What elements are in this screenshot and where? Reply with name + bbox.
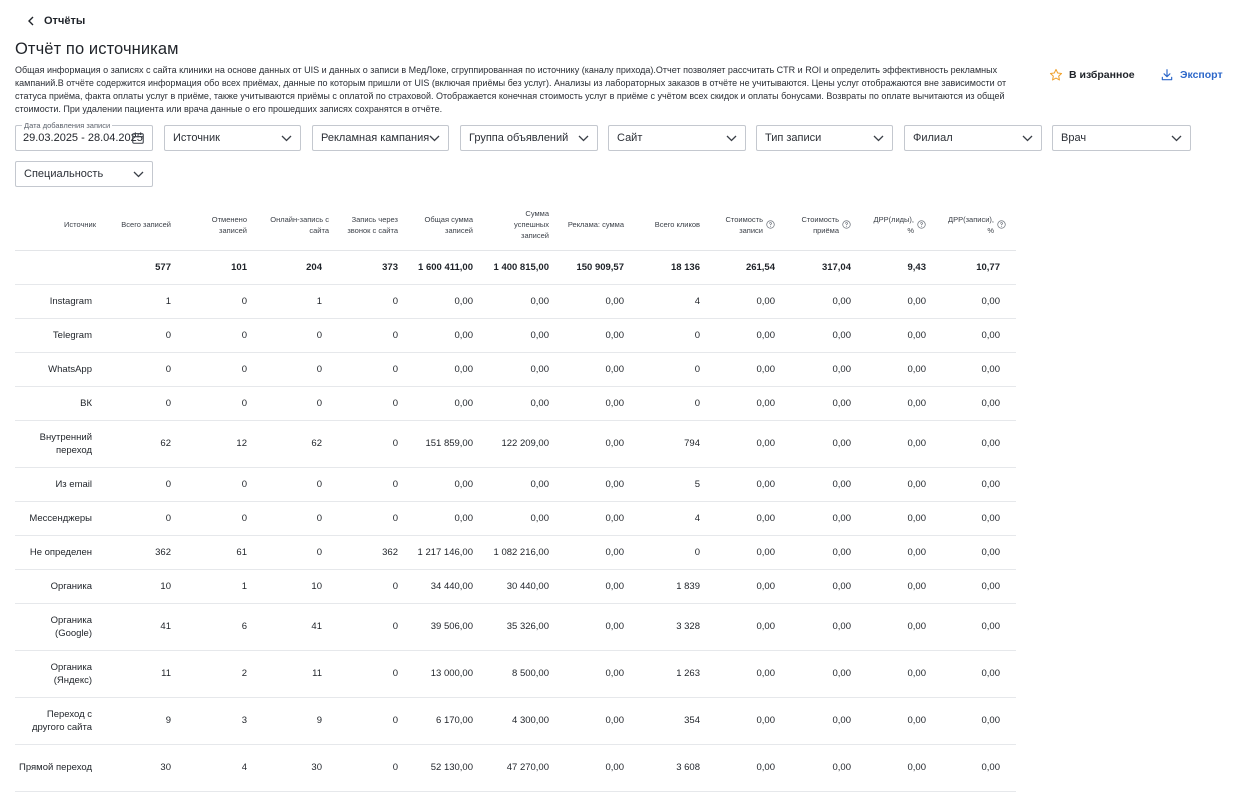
help-icon[interactable] bbox=[917, 220, 926, 229]
back-link[interactable] bbox=[27, 13, 85, 29]
table-row bbox=[15, 535, 1016, 569]
source-cell: WhatsApp bbox=[15, 352, 112, 386]
value-cell: 0,00 bbox=[942, 569, 1016, 603]
value-cell: 0,00 bbox=[867, 501, 942, 535]
value-cell: 0 bbox=[338, 569, 414, 603]
value-cell: 0,00 bbox=[489, 386, 565, 420]
value-cell: 0 bbox=[112, 352, 187, 386]
value-cell: 0,00 bbox=[414, 501, 489, 535]
value-cell: 0,00 bbox=[942, 744, 1016, 791]
value-cell: 0,00 bbox=[565, 569, 640, 603]
value-cell: 0,00 bbox=[867, 352, 942, 386]
doctor-select-label: Врач bbox=[1061, 132, 1087, 144]
value-cell: 5 bbox=[640, 467, 716, 501]
value-cell: 0 bbox=[263, 467, 338, 501]
value-cell: 261,54 bbox=[716, 250, 791, 284]
table-header-row bbox=[15, 200, 1016, 250]
table-row bbox=[15, 386, 1016, 420]
value-cell: 41 bbox=[112, 603, 187, 650]
value-cell: 34 440,00 bbox=[414, 569, 489, 603]
value-cell: 0,00 bbox=[867, 744, 942, 791]
value-cell: 0,00 bbox=[565, 318, 640, 352]
export-label: Экспорт bbox=[1180, 69, 1223, 81]
column-header[interactable]: ДРР(записи), % bbox=[942, 200, 1016, 250]
chevron-down-icon bbox=[578, 134, 589, 142]
source-cell: Органика (Яндекс) bbox=[15, 650, 112, 697]
column-header[interactable]: Общая сумма записей bbox=[414, 200, 489, 250]
value-cell: 10 bbox=[112, 569, 187, 603]
total-row bbox=[15, 250, 1016, 284]
value-cell: 4 bbox=[187, 744, 263, 791]
column-header[interactable]: Реклама: сумма bbox=[565, 200, 640, 250]
value-cell: 0,00 bbox=[867, 697, 942, 744]
value-cell: 9,43 bbox=[867, 250, 942, 284]
value-cell: 0,00 bbox=[716, 352, 791, 386]
source-cell: Telegram bbox=[15, 318, 112, 352]
value-cell: 18 136 bbox=[640, 250, 716, 284]
value-cell: 0,00 bbox=[716, 501, 791, 535]
value-cell: 11 bbox=[112, 650, 187, 697]
favorite-label: В избранное bbox=[1069, 69, 1135, 81]
value-cell: 62 bbox=[263, 420, 338, 467]
value-cell: 0 bbox=[112, 501, 187, 535]
value-cell: 47 270,00 bbox=[489, 744, 565, 791]
value-cell: 150 909,57 bbox=[565, 250, 640, 284]
campaign-select-label: Рекламная кампания bbox=[321, 132, 430, 144]
value-cell: 61 bbox=[187, 535, 263, 569]
calendar-icon bbox=[131, 131, 145, 145]
star-icon bbox=[1049, 68, 1063, 82]
value-cell: 0,00 bbox=[414, 284, 489, 318]
value-cell: 2 bbox=[187, 650, 263, 697]
value-cell: 30 bbox=[112, 744, 187, 791]
value-cell: 0,00 bbox=[716, 744, 791, 791]
column-header[interactable]: Запись через звонок с сайта bbox=[338, 200, 414, 250]
value-cell: 3 328 bbox=[640, 603, 716, 650]
page-description: Общая информация о записях с сайта клиники на основе данных от UIS и данных о записи в МедЛоке, сгруппированная по источнику (каналу прихода).Отчет позволяет рассчитать CTR и ROI и определить эффективность рекламных кампаний.В отчёте содержится информация обо всех приёмах, данные по которым пришли от UIS (включая приёмы без услуг). Анализы из лабораторных заказов в отчёте не учитываются. Цены услуг отображаются вне зависимости от статуса приёма, факта оплаты услуг в приёме, также учитываются приёмы с оплатой по страховой. Отображается конечная стоимость услуг в приёме с учётом всех скидок и оплаты бонусами. Возвраты по оплате вычитаются из общей стоимости. При удалении пациента или врача данные о его прошедших записях сохранятся в отчёте. bbox=[15, 65, 1007, 114]
value-cell: 0 bbox=[263, 318, 338, 352]
source-select[interactable] bbox=[164, 125, 301, 151]
value-cell: 0,00 bbox=[791, 284, 867, 318]
value-cell: 0,00 bbox=[716, 603, 791, 650]
value-cell: 0,00 bbox=[489, 467, 565, 501]
chevron-down-icon bbox=[429, 134, 440, 142]
value-cell: 0,00 bbox=[942, 352, 1016, 386]
value-cell: 0 bbox=[338, 284, 414, 318]
value-cell: 0,00 bbox=[565, 603, 640, 650]
value-cell: 151 859,00 bbox=[414, 420, 489, 467]
value-cell: 0 bbox=[338, 697, 414, 744]
value-cell: 0,00 bbox=[565, 467, 640, 501]
value-cell: 0 bbox=[640, 352, 716, 386]
source-cell: Не определен bbox=[15, 535, 112, 569]
column-header[interactable]: Стоимость записи bbox=[716, 200, 791, 250]
value-cell: 0 bbox=[338, 420, 414, 467]
value-cell: 0,00 bbox=[716, 535, 791, 569]
site-select-label: Сайт bbox=[617, 132, 643, 144]
value-cell: 0,00 bbox=[489, 501, 565, 535]
column-header[interactable]: Сумма успешных записей bbox=[489, 200, 565, 250]
doctor-select[interactable] bbox=[1052, 125, 1191, 151]
table-row bbox=[15, 467, 1016, 501]
value-cell: 12 bbox=[187, 420, 263, 467]
table-row bbox=[15, 697, 1016, 744]
value-cell: 0,00 bbox=[791, 318, 867, 352]
value-cell: 30 440,00 bbox=[489, 569, 565, 603]
value-cell: 0 bbox=[112, 318, 187, 352]
value-cell: 0,00 bbox=[942, 420, 1016, 467]
value-cell: 0,00 bbox=[565, 697, 640, 744]
value-cell: 30 bbox=[263, 744, 338, 791]
value-cell: 0,00 bbox=[565, 352, 640, 386]
value-cell: 0,00 bbox=[565, 386, 640, 420]
source-cell bbox=[15, 250, 112, 284]
value-cell: 0,00 bbox=[716, 284, 791, 318]
value-cell: 0,00 bbox=[942, 650, 1016, 697]
value-cell: 0,00 bbox=[942, 603, 1016, 650]
value-cell: 0,00 bbox=[791, 501, 867, 535]
value-cell: 0,00 bbox=[791, 569, 867, 603]
value-cell: 4 300,00 bbox=[489, 697, 565, 744]
value-cell: 373 bbox=[338, 250, 414, 284]
value-cell: 0,00 bbox=[942, 284, 1016, 318]
chevron-down-icon bbox=[1022, 134, 1033, 142]
value-cell: 0,00 bbox=[791, 352, 867, 386]
table-row bbox=[15, 569, 1016, 603]
column-header[interactable]: Источник bbox=[15, 200, 112, 250]
value-cell: 0 bbox=[338, 318, 414, 352]
value-cell: 0,00 bbox=[716, 318, 791, 352]
value-cell: 0,00 bbox=[867, 284, 942, 318]
value-cell: 13 000,00 bbox=[414, 650, 489, 697]
source-cell: ВК bbox=[15, 386, 112, 420]
value-cell: 0 bbox=[263, 386, 338, 420]
value-cell: 0,00 bbox=[565, 284, 640, 318]
value-cell: 1 600 411,00 bbox=[414, 250, 489, 284]
chevron-down-icon bbox=[1171, 134, 1182, 142]
value-cell: 0,00 bbox=[942, 467, 1016, 501]
value-cell: 0 bbox=[338, 467, 414, 501]
value-cell: 3 608 bbox=[640, 744, 716, 791]
value-cell: 1 400 815,00 bbox=[489, 250, 565, 284]
value-cell: 122 209,00 bbox=[489, 420, 565, 467]
value-cell: 41 bbox=[263, 603, 338, 650]
source-select-label: Источник bbox=[173, 132, 220, 144]
value-cell: 0,00 bbox=[565, 744, 640, 791]
value-cell: 0 bbox=[187, 386, 263, 420]
value-cell: 1 bbox=[187, 569, 263, 603]
value-cell: 0 bbox=[338, 501, 414, 535]
specialty-select-label: Специальность bbox=[24, 168, 104, 180]
value-cell: 0 bbox=[187, 284, 263, 318]
value-cell: 354 bbox=[640, 697, 716, 744]
column-header[interactable]: Всего кликов bbox=[640, 200, 716, 250]
help-icon[interactable] bbox=[766, 220, 775, 229]
value-cell: 0,00 bbox=[716, 386, 791, 420]
value-cell: 1 839 bbox=[640, 569, 716, 603]
value-cell: 0 bbox=[112, 467, 187, 501]
value-cell: 0 bbox=[640, 386, 716, 420]
table-row bbox=[15, 650, 1016, 697]
value-cell: 0,00 bbox=[791, 697, 867, 744]
value-cell: 362 bbox=[112, 535, 187, 569]
value-cell: 62 bbox=[112, 420, 187, 467]
specialty-select[interactable] bbox=[15, 161, 153, 187]
value-cell: 0,00 bbox=[867, 467, 942, 501]
value-cell: 0,00 bbox=[942, 318, 1016, 352]
site-select[interactable] bbox=[608, 125, 746, 151]
record-type-select-label: Тип записи bbox=[765, 132, 822, 144]
value-cell: 0,00 bbox=[791, 535, 867, 569]
value-cell: 35 326,00 bbox=[489, 603, 565, 650]
value-cell: 0 bbox=[338, 386, 414, 420]
value-cell: 0,00 bbox=[867, 650, 942, 697]
value-cell: 0,00 bbox=[791, 650, 867, 697]
value-cell: 4 bbox=[640, 501, 716, 535]
column-header[interactable]: Стоимость приёма bbox=[791, 200, 867, 250]
value-cell: 4 bbox=[640, 284, 716, 318]
value-cell: 0,00 bbox=[716, 467, 791, 501]
value-cell: 362 bbox=[338, 535, 414, 569]
value-cell: 1 bbox=[263, 284, 338, 318]
value-cell: 0,00 bbox=[716, 569, 791, 603]
value-cell: 52 130,00 bbox=[414, 744, 489, 791]
value-cell: 9 bbox=[112, 697, 187, 744]
value-cell: 0,00 bbox=[791, 467, 867, 501]
column-header[interactable]: ДРР(лиды), % bbox=[867, 200, 942, 250]
value-cell: 0,00 bbox=[565, 535, 640, 569]
value-cell: 0 bbox=[187, 318, 263, 352]
table-row bbox=[15, 352, 1016, 386]
value-cell: 0,00 bbox=[942, 386, 1016, 420]
value-cell: 0,00 bbox=[716, 697, 791, 744]
table-row bbox=[15, 603, 1016, 650]
value-cell: 0 bbox=[187, 501, 263, 535]
chevron-down-icon bbox=[873, 134, 884, 142]
value-cell: 0 bbox=[263, 535, 338, 569]
column-header[interactable]: Отменено записей bbox=[187, 200, 263, 250]
value-cell: 794 bbox=[640, 420, 716, 467]
chevron-down-icon bbox=[133, 170, 144, 178]
table-row bbox=[15, 318, 1016, 352]
source-cell: Органика bbox=[15, 569, 112, 603]
value-cell: 0,00 bbox=[414, 386, 489, 420]
value-cell: 10 bbox=[263, 569, 338, 603]
source-cell: Instagram bbox=[15, 284, 112, 318]
record-type-select[interactable] bbox=[756, 125, 893, 151]
report-table bbox=[15, 200, 1016, 792]
value-cell: 0,00 bbox=[565, 650, 640, 697]
help-icon[interactable] bbox=[842, 220, 851, 229]
value-cell: 0 bbox=[338, 352, 414, 386]
date-range-field[interactable] bbox=[15, 121, 153, 151]
table-row bbox=[15, 744, 1016, 791]
value-cell: 9 bbox=[263, 697, 338, 744]
value-cell: 8 500,00 bbox=[489, 650, 565, 697]
value-cell: 6 bbox=[187, 603, 263, 650]
value-cell: 0 bbox=[263, 352, 338, 386]
value-cell: 10,77 bbox=[942, 250, 1016, 284]
value-cell: 0,00 bbox=[867, 535, 942, 569]
value-cell: 0 bbox=[187, 352, 263, 386]
value-cell: 0,00 bbox=[716, 420, 791, 467]
value-cell: 0,00 bbox=[867, 386, 942, 420]
value-cell: 1 217 146,00 bbox=[414, 535, 489, 569]
value-cell: 0,00 bbox=[414, 352, 489, 386]
column-header[interactable]: Онлайн-запись с сайта bbox=[263, 200, 338, 250]
source-cell: Из email bbox=[15, 467, 112, 501]
value-cell: 0,00 bbox=[942, 535, 1016, 569]
table-row bbox=[15, 284, 1016, 318]
chevron-down-icon bbox=[726, 134, 737, 142]
column-header[interactable]: Всего записей bbox=[112, 200, 187, 250]
download-icon bbox=[1160, 68, 1174, 82]
value-cell: 101 bbox=[187, 250, 263, 284]
value-cell: 0,00 bbox=[565, 420, 640, 467]
value-cell: 0 bbox=[187, 467, 263, 501]
value-cell: 0,00 bbox=[414, 318, 489, 352]
value-cell: 3 bbox=[187, 697, 263, 744]
value-cell: 1 bbox=[112, 284, 187, 318]
value-cell: 0,00 bbox=[565, 501, 640, 535]
value-cell: 0,00 bbox=[791, 744, 867, 791]
value-cell: 1 263 bbox=[640, 650, 716, 697]
value-cell: 39 506,00 bbox=[414, 603, 489, 650]
value-cell: 0,00 bbox=[867, 569, 942, 603]
source-cell: Органика (Google) bbox=[15, 603, 112, 650]
source-cell: Мессенджеры bbox=[15, 501, 112, 535]
value-cell: 0 bbox=[112, 386, 187, 420]
value-cell: 0 bbox=[338, 603, 414, 650]
source-cell: Прямой переход bbox=[15, 744, 112, 791]
date-range-value: 29.03.2025 - 28.04.2025 bbox=[23, 132, 143, 144]
source-cell: Внутренний переход bbox=[15, 420, 112, 467]
source-cell: Переход с другого сайта bbox=[15, 697, 112, 744]
value-cell: 317,04 bbox=[791, 250, 867, 284]
value-cell: 0,00 bbox=[791, 603, 867, 650]
value-cell: 0,00 bbox=[489, 284, 565, 318]
value-cell: 0,00 bbox=[867, 318, 942, 352]
value-cell: 0,00 bbox=[942, 697, 1016, 744]
value-cell: 204 bbox=[263, 250, 338, 284]
table-row bbox=[15, 501, 1016, 535]
chevron-down-icon bbox=[281, 134, 292, 142]
value-cell: 0,00 bbox=[414, 467, 489, 501]
ad-group-select[interactable] bbox=[460, 125, 598, 151]
value-cell: 11 bbox=[263, 650, 338, 697]
ad-group-select-label: Группа объявлений bbox=[469, 132, 569, 144]
value-cell: 0,00 bbox=[791, 386, 867, 420]
value-cell: 0,00 bbox=[489, 352, 565, 386]
campaign-select[interactable] bbox=[312, 125, 449, 151]
value-cell: 0,00 bbox=[942, 501, 1016, 535]
export-button[interactable] bbox=[1160, 68, 1223, 82]
value-cell: 0 bbox=[338, 744, 414, 791]
table-row bbox=[15, 420, 1016, 467]
value-cell: 0,00 bbox=[791, 420, 867, 467]
value-cell: 0 bbox=[640, 535, 716, 569]
branch-select-label: Филиал bbox=[913, 132, 953, 144]
value-cell: 0,00 bbox=[716, 650, 791, 697]
date-range-caption: Дата добавления записи bbox=[24, 121, 111, 130]
value-cell: 0,00 bbox=[867, 603, 942, 650]
value-cell: 577 bbox=[112, 250, 187, 284]
branch-select[interactable] bbox=[904, 125, 1042, 151]
favorite-button[interactable] bbox=[1049, 68, 1135, 82]
chevron-left-icon bbox=[27, 16, 35, 26]
value-cell: 0 bbox=[263, 501, 338, 535]
value-cell: 0,00 bbox=[489, 318, 565, 352]
help-icon[interactable] bbox=[997, 220, 1006, 229]
back-link-label: Отчёты bbox=[44, 15, 86, 27]
value-cell: 0,00 bbox=[867, 420, 942, 467]
value-cell: 0 bbox=[338, 650, 414, 697]
value-cell: 6 170,00 bbox=[414, 697, 489, 744]
value-cell: 0 bbox=[640, 318, 716, 352]
page-title: Отчёт по источникам bbox=[15, 40, 179, 58]
value-cell: 1 082 216,00 bbox=[489, 535, 565, 569]
